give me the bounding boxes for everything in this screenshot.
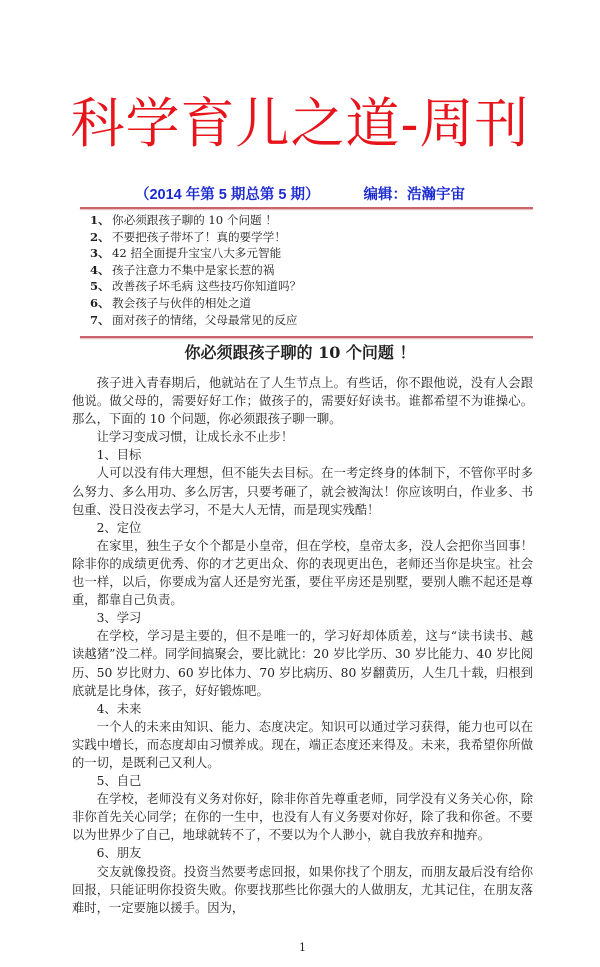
divider-bottom <box>80 336 533 338</box>
toc-item-number: 7、 <box>90 312 110 327</box>
article-paragraph: 在学校，学习是主要的，但不是唯一的，学习好却体质差，这与“读书读书、越读越猪”没二样。同学间搞聚会，要比就比：20 岁比学历、30 岁比能力、40 岁比阅历、50 岁比财力、60 岁比体力、70 岁比病历、80 岁翻黄历，人生几十载，归根到底就是比身体，孩子，好好锻炼吧。 <box>72 629 533 698</box>
article-paragraph: 2、定位 <box>96 520 142 535</box>
toc-item[interactable] <box>90 262 301 279</box>
toc-item[interactable] <box>90 245 301 262</box>
divider-top <box>80 207 533 209</box>
article-paragraph: 孩子进入青春期后，他就站在了人生节点上。有些话，你不跟他说，没有人会跟他说。做父母的，需要好好工作；做孩子的，需要好好读书。谁都希望不为谁操心。那么，下面的 10 个问题，你必须跟孩子聊一聊。 <box>72 376 533 427</box>
page-number: 1 <box>299 940 306 954</box>
newsletter-title: 科学育儿之道-周刊 <box>70 94 530 154</box>
issue-line <box>0 186 600 204</box>
toc-item[interactable] <box>90 212 301 229</box>
article-paragraph: 3、学习 <box>96 611 142 626</box>
article-heading: 你必须跟孩子聊的 10 个问题 ！ <box>184 343 416 362</box>
toc-item[interactable] <box>90 229 301 246</box>
article-paragraph: 1、目标 <box>96 448 142 463</box>
toc-item-number: 3、 <box>90 246 110 261</box>
article-flow <box>72 374 533 967</box>
toc-item-title: 教会孩子与伙伴的相处之道 <box>112 295 252 310</box>
article-paragraph: 人可以没有伟大理想，但不能失去目标。在一考定终身的体制下，不管你平时多么努力、多么用功、多么厉害，只要考砸了，就会被淘汰！你应该明白，作业多、书包重、没日没夜去学习，不是大人无情，而是现实残酷！ <box>72 466 533 517</box>
toc-item[interactable] <box>90 295 301 312</box>
article-paragraph: 5、自己 <box>96 774 142 789</box>
toc-item-number: 1、 <box>90 213 110 227</box>
article-paragraph: 交友就像投资。投资当然要考虑回报，如果你找了个朋友，而朋友最后没有给你回报，只能证明你投资失败。你要找那些比你强大的人做朋友，尤其记住，在朋友落难时，一定要施以援手。因为， <box>72 864 533 915</box>
article-paragraph: 4、未来 <box>96 701 142 716</box>
issue-number: （2014 年第 5 期总第 5 期） <box>134 187 320 203</box>
toc-item[interactable] <box>90 278 301 295</box>
editor-credit: 编辑：浩瀚宇宙 <box>363 187 466 203</box>
table-of-contents <box>90 212 301 328</box>
article-paragraph: 让学习变成习惯，让成长永不止步！ <box>96 430 294 445</box>
toc-item-title: 孩子注意力不集中是家长惹的祸 <box>112 262 275 277</box>
toc-item[interactable] <box>90 312 301 329</box>
toc-item-number: 6、 <box>90 295 110 310</box>
toc-item-title: 改善孩子坏毛病 这些技巧你知道吗？ <box>112 279 302 294</box>
toc-item-number: 4、 <box>90 262 110 277</box>
article-paragraph: 在家里，独生子女个个都是小皇帝，但在学校，皇帝太多，没人会把你当回事！除非你的成绩更优秀、你的才艺更出众、你的表现更出色，老师还当你是块宝。社会也一样，以后，你要成为富人还是穷光蛋，要住平房还是别墅，要别人瞧不起还是尊重，都靠自己负责。 <box>72 538 533 608</box>
toc-item-title: 42 招全面提升宝宝八大多元智能 <box>112 246 282 261</box>
article-paragraph: 6、朋友 <box>96 846 142 861</box>
toc-item-title: 不要把孩子带坏了！真的要学学！ <box>112 229 286 244</box>
article-body <box>72 374 533 917</box>
toc-item-number: 2、 <box>90 229 110 244</box>
toc-item-title: 面对孩子的情绪，父母最常见的反应 <box>112 312 298 327</box>
toc-item-number: 5、 <box>90 279 110 294</box>
article-paragraph: 一个人的未来由知识、能力、态度决定。知识可以通过学习获得，能力也可以在实践中增长，而态度却由习惯养成。现在，端正态度还来得及。未来，我希望你所做的一切，是既利己又利人。 <box>72 719 533 770</box>
article-paragraph: 在学校，老师没有义务对你好，除非你首先尊重老师，同学没有义务关心你，除非你首先关心同学；在你的一生中，也没有人有义务要对你好，除了我和你爸。不要以为世界少了自己，地球就转不了，不要以为个人渺小，就自我放弃和抛弃。 <box>72 792 533 843</box>
toc-item-title: 你必须跟孩子聊的 10 个问题 ！ <box>112 213 277 227</box>
